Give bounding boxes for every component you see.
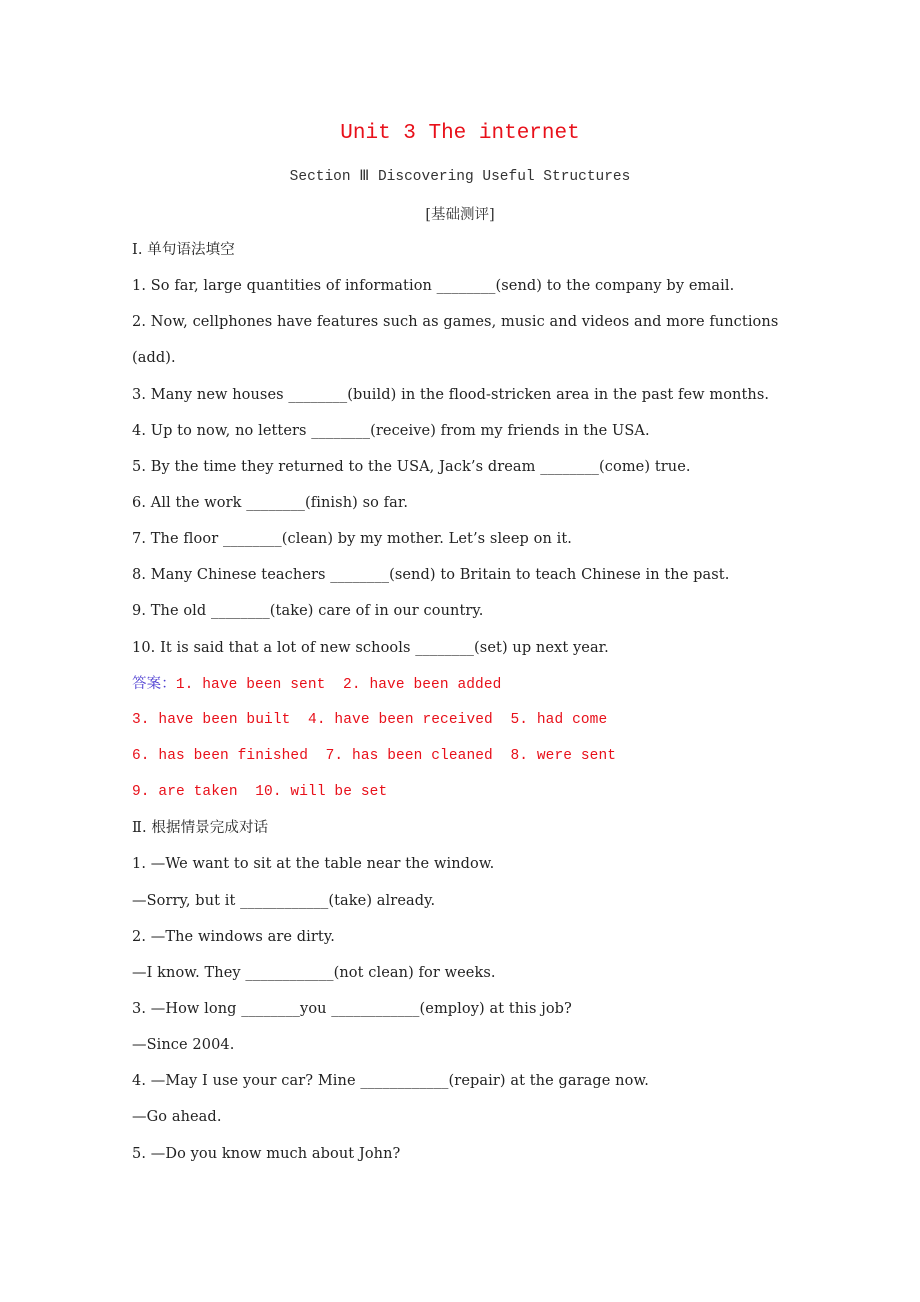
- question-line: 1. So far, large quantities of information ________(send) to the company by email.: [132, 278, 735, 295]
- answer-line: 3. have been built 4. have been received 5. had come: [132, 711, 608, 728]
- question-line: (add).: [132, 350, 176, 367]
- question-line: 4. Up to now, no letters ________(receive) from my friends in the USA.: [132, 422, 650, 439]
- question-line: 9. The old ________(take) care of in our country.: [132, 603, 484, 620]
- question-line: 3. Many new houses ________(build) in the flood-stricken area in the past few months.: [132, 386, 770, 403]
- question-line: 2. Now, cellphones have features such as games, music and videos and more functions: [132, 314, 779, 331]
- part1-heading: Ⅰ. 单句语法填空: [132, 242, 235, 258]
- dialogue-line: —Sorry, but it ____________(take) already.: [132, 892, 436, 909]
- dialogue-line: 5. —Do you know much about John?: [132, 1145, 401, 1162]
- question-line: 6. All the work ________(finish) so far.: [132, 494, 409, 511]
- document-body: [132, 232, 802, 1172]
- dialogue-line: 3. —How long ________you ____________(employ) at this job?: [132, 1000, 572, 1017]
- dialogue-line: —Go ahead.: [132, 1109, 222, 1126]
- question-line: 7. The floor ________(clean) by my mother. Let’s sleep on it.: [132, 531, 572, 548]
- answer-line: 6. has been finished 7. has been cleaned 8. were sent: [132, 747, 617, 764]
- dialogue-line: 1. —We want to sit at the table near the window.: [132, 856, 495, 873]
- document-title: Unit 3 The internet: [340, 122, 580, 145]
- dialogue-line: 4. —May I use your car? Mine ____________(repair) at the garage now.: [132, 1073, 649, 1090]
- question-line: 10. It is said that a lot of new schools ________(set) up next year.: [132, 639, 609, 656]
- question-line: 8. Many Chinese teachers ________(send) to Britain to teach Chinese in the past.: [132, 567, 730, 584]
- part2-heading: Ⅱ. 根据情景完成对话: [132, 820, 269, 837]
- dialogue-line: —I know. They ____________(not clean) for weeks.: [132, 964, 496, 981]
- answer-label: 答案：: [132, 675, 176, 692]
- answer-line: 9. are taken 10. will be set: [132, 784, 388, 801]
- answer-line: [132, 666, 802, 702]
- dialogue-line: 2. —The windows are dirty.: [132, 928, 335, 945]
- dialogue-line: —Since 2004.: [132, 1037, 235, 1054]
- question-line: 5. By the time they returned to the USA, Jack’s dream ________(come) true.: [132, 458, 691, 475]
- answer-text: 1. have been sent 2. have been added: [175, 676, 502, 693]
- section-tag: [基础测评]: [425, 207, 495, 223]
- section-subtitle: Section Ⅲ Discovering Useful Structures: [289, 169, 631, 185]
